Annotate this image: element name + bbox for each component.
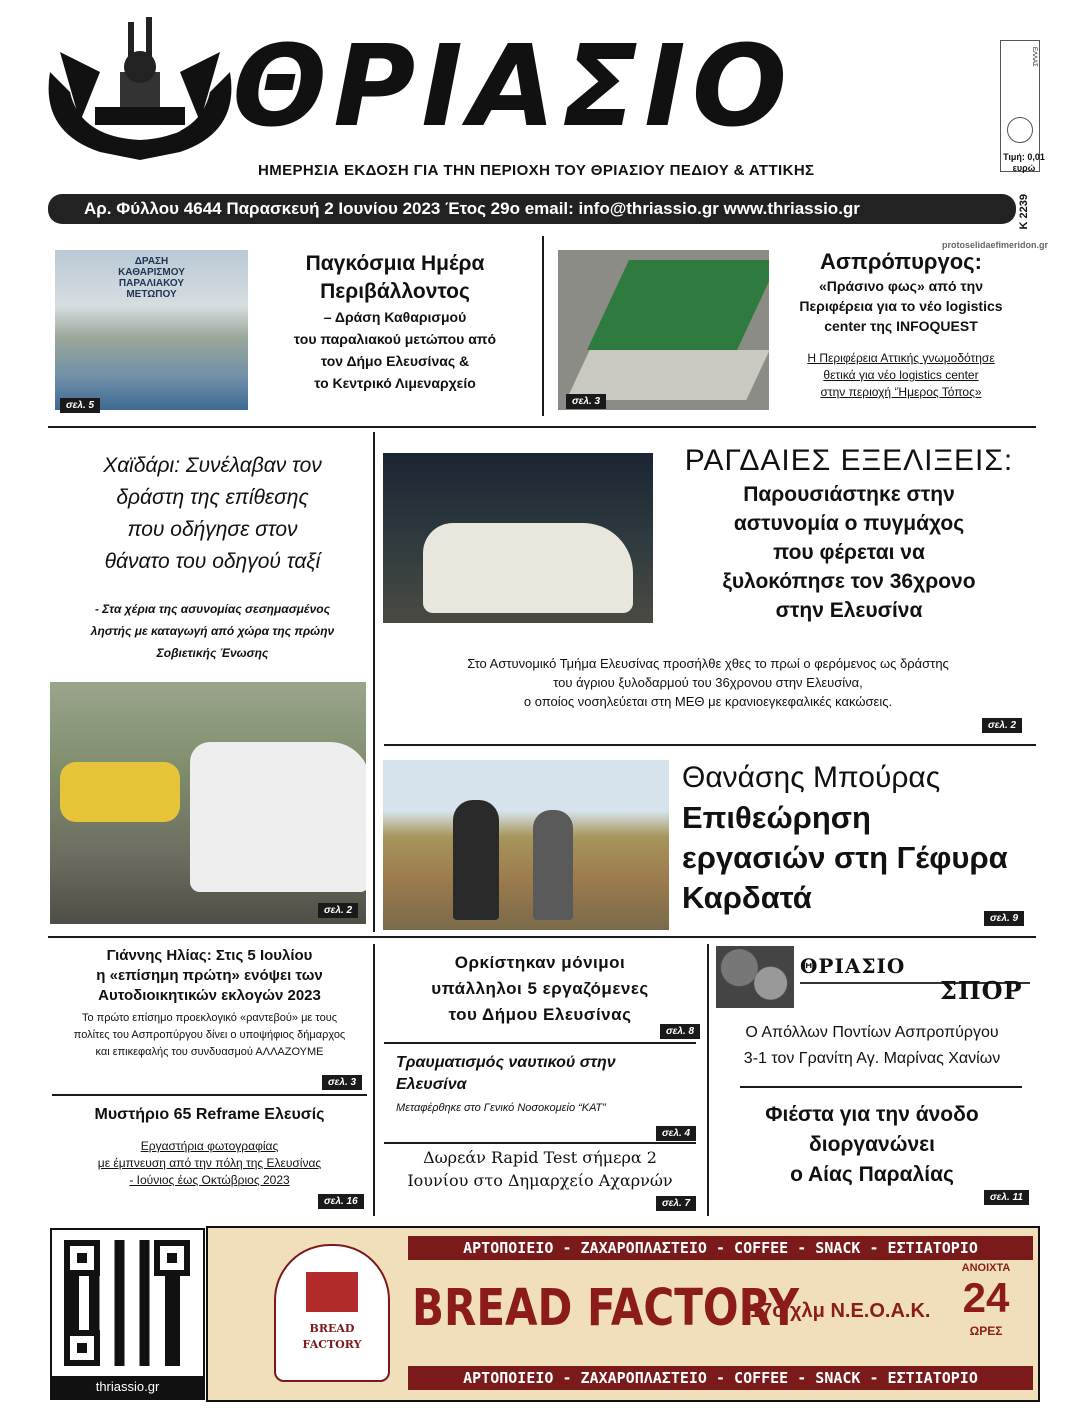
headline: Μυστήριο 65 Reframe Ελευσίς (94, 1106, 325, 1123)
headline-line: ξυλοκόπησε τον 36χρονο (722, 570, 976, 593)
article-sub-line: στην περιοχή ‘Ήμερος Τόπος» (820, 385, 982, 399)
section-divider (384, 744, 1036, 746)
ad-logo-line: FACTORY (302, 1338, 362, 1351)
headline-line: Περιβάλλοντος (320, 280, 470, 303)
headline-line: θάνατο του οδηγού ταξί (104, 550, 321, 573)
stamp-text: ΕΛΛΑΣ (1031, 47, 1037, 67)
logistics-aerial-photo (558, 250, 769, 410)
headline-line: Φιέστα για την άνοδο (765, 1103, 979, 1126)
article-line: του άγριου ξυλοδαρμού του 36χρονου στην Ελευσίνα, (553, 675, 863, 690)
ad-bottom-banner: ΑΡΤΟΠΟΙΕΙΟ - ΖΑΧΑΡΟΠΛΑΣΤΕΙΟ - COFFEE - SNACK - ΕΣΤΙΑΤΟΡΙΟ (408, 1366, 1033, 1390)
page-ref-badge: σελ. 3 (566, 394, 606, 409)
article-line: Στο Αστυνομικό Τμήμα Ελευσίνας προσήλθε χθες το πρωί ο φερόμενος ως δράστης (467, 656, 949, 671)
column-divider (373, 944, 375, 1216)
issue-bar-text: Αρ. Φύλλου 4644 Παρασκευή 2 Ιουνίου 2023 Έτος 29ο email: info@thriassio.gr www.thriassio.gr (84, 199, 860, 218)
aias-article[interactable] (712, 1100, 1032, 1190)
article-line: τον Δήμο Ελευσίνας & (320, 353, 470, 369)
article-sub-line: Σοβιετικής Ένωσης (156, 646, 269, 660)
bridge-inspection-photo (383, 760, 669, 930)
bread-factory-ad[interactable] (206, 1226, 1040, 1402)
headline-line: που οδήγησε στον (127, 518, 298, 541)
article-line: του παραλιακού μετώπου από (293, 331, 497, 347)
headline-line: Χαϊδάρι: Συνέλαβαν τον (103, 454, 322, 477)
qr-code-box[interactable] (50, 1228, 205, 1400)
ad-top-banner: ΑΡΤΟΠΟΙΕΙΟ - ΖΑΧΑΡΟΠΛΑΣΤΕΙΟ - COFFEE - SNACK - ΕΣΤΙΑΤΟΡΙΟ (408, 1236, 1033, 1260)
ad-hours-label: ΩΡΕΣ (969, 1324, 1003, 1338)
article-line: το Κεντρικό Λιμεναρχείο (314, 375, 476, 391)
headline-line: Ορκίστηκαν μόνιμοι (454, 953, 626, 972)
article-sub-line: ληστής με καταγωγή από χώρα της πρώην (90, 624, 335, 638)
injury-article[interactable] (396, 1052, 696, 1120)
page-ref-badge: σελ. 3 (322, 1075, 362, 1090)
article-line: ο οποίος νοσηλεύεται στη ΜΕΘ με κρανιοεγκεφαλικές κακώσεις. (523, 694, 893, 709)
page-ref-badge: σελ. 4 (656, 1126, 696, 1141)
watermark: protoselidaefimeridon.gr (942, 240, 1049, 250)
column-divider (707, 944, 709, 1216)
boxer-article-body (384, 654, 1032, 711)
article-line: Μεταφέρθηκε στο Γενικό Νοσοκομείο “ΚΑΤ” (396, 1102, 606, 1114)
article-sub-line: - Στα χέρια της ασυνομίας σεσημασμένος (94, 602, 331, 616)
sport-logo-top: ΘΡΙΑΣΙΟ (800, 954, 906, 978)
qr-caption: thriassio.gr (52, 1376, 203, 1398)
sport-logo-bottom: ΣΠΟΡ (940, 976, 1023, 1005)
article-line: πολίτες του Ασπροπύργου δίνει ο υποψήφιος δήμαρχος (73, 1029, 346, 1041)
headline-line: Καρδατά (682, 880, 812, 915)
ad-logo (274, 1244, 390, 1382)
article-sub-line: θετικά για νέο logistics center (823, 368, 979, 382)
headline-line: διοργανώνει (809, 1133, 935, 1156)
headline-line: υπάλληλοι 5 εργαζόμενες (431, 979, 649, 998)
headline-line: στην Ελευσίνα (775, 599, 923, 622)
headline-line: Παγκόσμια Ημέρα (305, 252, 485, 275)
politician-name: Θανάσης Μπούρας (682, 761, 941, 794)
poster-heading (55, 256, 248, 300)
ad-open-label: ΑΝΟΙΧΤΑ (961, 1262, 1011, 1274)
article-line: «Πράσινο φως» από την (818, 278, 983, 294)
sport-result-article[interactable] (712, 1020, 1032, 1072)
headline-line: αστυνομία ο πυγμάχος (733, 512, 965, 535)
column-divider (542, 236, 544, 416)
page-ref-badge: σελ. 7 (656, 1196, 696, 1211)
sport-ball-icon (716, 946, 794, 1008)
section-divider (740, 1086, 1022, 1088)
article-line: - Ιούνιος έως Οκτώβριος 2023 (129, 1173, 290, 1187)
page-ref-badge: σελ. 16 (318, 1194, 364, 1209)
page-ref-badge: σελ. 9 (984, 911, 1024, 926)
headline-line: εργασιών στη Γέφυρα (682, 840, 1008, 875)
stamp-seal (1007, 117, 1033, 143)
page-ref-badge: σελ. 2 (318, 903, 358, 918)
headline-line: που φέρεται να (773, 541, 925, 564)
headline-line: Ελευσίνα (396, 1076, 467, 1093)
environment-day-article[interactable] (256, 250, 534, 394)
reframe-article[interactable] (52, 1102, 367, 1189)
haidari-article[interactable] (60, 450, 365, 664)
headline-line: δράστη της επίθεσης (116, 486, 309, 509)
article-line: 3-1 τον Γρανίτη Αγ. Μαρίνας Χανίων (743, 1050, 1001, 1067)
headline-line: Αυτοδιοικητικών εκλογών 2023 (98, 987, 321, 1004)
kicker: ΡΑΓΔΑΙΕΣ ΕΞΕΛΙΞΕΙΣ: (684, 444, 1014, 477)
issue-bar (48, 194, 1016, 224)
newspaper-title: ΘΡΙΑΣΙΟ (232, 22, 794, 152)
ad-hours: 24 (962, 1274, 1010, 1321)
headline-line: του Δήμου Ελευσίνας (448, 1005, 632, 1024)
night-police-photo (383, 453, 653, 623)
headline-line: Δωρεάν Rapid Test σήμερα 2 (423, 1148, 657, 1167)
headline-line: Επιθεώρηση (682, 800, 871, 835)
poster-line: ΠΑΡΑΛΙΑΚΟΥ (118, 278, 185, 289)
article-line: center της INFOQUEST (824, 318, 978, 334)
article-line: με έμπνευση από την πόλη της Ελευσίνας (97, 1156, 322, 1170)
police-car-photo (50, 682, 366, 924)
section-divider (384, 1142, 696, 1144)
section-divider (52, 1094, 367, 1096)
article-line: – Δράση Καθαρισμού (323, 309, 467, 325)
section-divider (48, 936, 1036, 938)
article-sub-line: Η Περιφέρεια Αττικής γνωμοδότησε (807, 351, 995, 365)
ilias-article[interactable] (52, 946, 367, 1061)
section-divider (384, 1042, 696, 1044)
headline-line: Ιουνίου στο Δημαρχείο Αχαρνών (407, 1171, 673, 1190)
headline-line: ο Αίας Παραλίας (790, 1163, 954, 1186)
column-divider (373, 432, 375, 932)
poster-line: ΔΡΑΣΗ (134, 256, 169, 267)
article-line: και επικεφαλής του συνδυασμού ΑΛΛΑΖΟΥΜΕ (95, 1046, 324, 1058)
headline-line: η «επίσημη πρώτη» ενόψει των (96, 967, 323, 984)
article-line: Το πρώτο επίσημο προεκλογικό «ραντεβού» με τους (81, 1012, 338, 1024)
section-divider (48, 426, 1036, 428)
sport-logo (716, 946, 1030, 1008)
ad-logo-line: BREAD (309, 1322, 355, 1335)
article-line: Περιφέρεια για το νέο logistics (799, 298, 1003, 314)
qr-code-icon (64, 1240, 190, 1366)
sworn-article[interactable] (384, 950, 696, 1028)
masthead-logo (40, 12, 240, 162)
cleanup-poster (55, 250, 248, 410)
ad-brand: BREAD FACTORY (412, 1278, 800, 1337)
page-ref-badge: σελ. 5 (60, 398, 100, 413)
page-ref-badge: σελ. 8 (660, 1024, 700, 1039)
price-label: Τιμή: 0,01 ευρώ (1003, 152, 1045, 173)
masthead-subtitle: ΗΜΕΡΗΣΙΑ ΕΚΔΟΣΗ ΓΙΑ ΤΗΝ ΠΕΡΙΟΧΗ ΤΟΥ ΘΡΙΑΣΙΟΥ ΠΕΔΙΟΥ & ΑΤΤΙΚΗΣ (258, 162, 815, 179)
article-line: Εργαστήρια φωτογραφίας (140, 1139, 279, 1153)
ad-location: 17ο χλμ Ν.Ε.Ο.Α.Κ. (750, 1300, 931, 1322)
aspropyrgos-logistics-article[interactable] (776, 248, 1026, 401)
article-line: Ο Απόλλων Ποντίων Ασπροπύργου (745, 1024, 999, 1041)
poster-line: ΜΕΤΩΠΟΥ (126, 289, 177, 300)
k-code: Κ 2239 (1018, 194, 1030, 230)
bouras-article[interactable] (682, 758, 1032, 918)
headline-line: Γιάννης Ηλίας: Στις 5 Ιουλίου (106, 947, 313, 964)
page-ref-badge: σελ. 11 (984, 1190, 1029, 1205)
rapid-test-article[interactable] (384, 1146, 696, 1192)
headline-line: Παρουσιάστηκε στην (743, 483, 955, 506)
page-ref-badge: σελ. 2 (982, 718, 1022, 733)
boxer-article[interactable] (666, 442, 1032, 625)
headline-line: Τραυματισμός ναυτικού στην (396, 1054, 616, 1071)
factory-icon (306, 1272, 358, 1312)
poster-line: ΚΑΘΑΡΙΣΜΟΥ (118, 267, 185, 278)
headline: Ασπρόπυργος: (820, 249, 982, 274)
